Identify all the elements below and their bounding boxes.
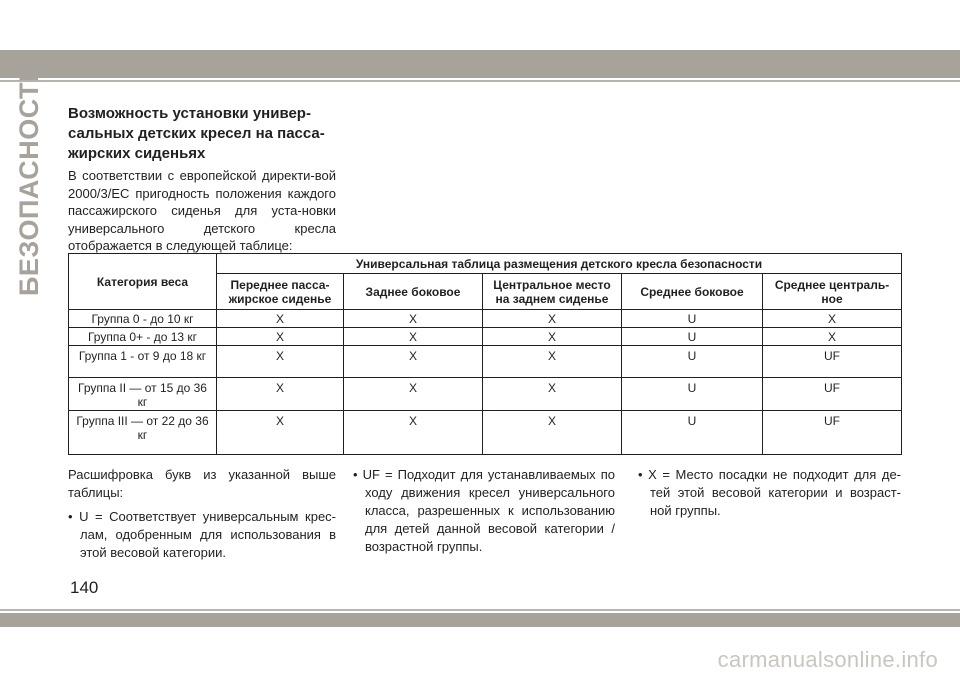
table-cell: U [622, 411, 763, 455]
table-cell: X [217, 378, 344, 411]
table-cell: X [344, 411, 483, 455]
header-band [0, 50, 960, 78]
weight-category-header: Категория веса [69, 254, 217, 310]
column-header: Переднее пасса-жирское сиденье [217, 274, 344, 310]
page-number: 140 [70, 578, 99, 597]
heading-line: Возможность установки универ- [68, 105, 311, 122]
column-header: Среднее централь-ное [763, 274, 902, 310]
legend-u: • U = Соответствует универсальным крес-лам, одобренным для использования в этой весовой категории. [68, 509, 336, 560]
legend-column-2 [353, 466, 615, 562]
section-title: БЕЗОПАСНОСТЬ [14, 62, 44, 296]
table-main-header: Универсальная таблица размещения детского кресла безопасности [217, 254, 902, 274]
legend-uf: • UF = Подходит для устанавливаемых по ходу движения кресел универсального класса, разрешенных к использованию для детей данной весовой категории / возрастной группы. [353, 467, 615, 554]
table-cell: UF [763, 346, 902, 378]
column-header: Заднее боковое [344, 274, 483, 310]
row-category: Группа II — от 15 до 36 кг [69, 378, 217, 411]
legend-intro: Расшифровка букв из указанной выше таблицы: [68, 467, 336, 500]
table-cell: X [217, 310, 344, 328]
heading-line: жирских сиденьях [68, 145, 206, 162]
table-cell: UF [763, 378, 902, 411]
table-cell: X [483, 378, 622, 411]
table-cell: X [217, 411, 344, 455]
table-cell: X [217, 346, 344, 378]
table-row [69, 411, 902, 455]
table-row [69, 328, 902, 346]
header-divider [0, 80, 960, 82]
row-category: Группа 1 - от 9 до 18 кг [69, 346, 217, 378]
heading-line: сальных детских кресел на пасса- [68, 125, 325, 142]
table-cell: X [483, 411, 622, 455]
table-cell: X [344, 378, 483, 411]
column-header: Центральное место на заднем сиденье [483, 274, 622, 310]
footer-divider [0, 609, 960, 611]
table-cell: X [344, 328, 483, 346]
table-row [69, 378, 902, 411]
table-cell: X [344, 346, 483, 378]
table-cell: X [483, 310, 622, 328]
table-cell: X [763, 328, 902, 346]
table-row [69, 346, 902, 378]
page-heading [68, 104, 338, 164]
table-cell: X [763, 310, 902, 328]
table-cell: U [622, 378, 763, 411]
table-cell: UF [763, 411, 902, 455]
table-cell: X [483, 346, 622, 378]
table-cell: X [217, 328, 344, 346]
watermark-text: carmanualsonline.info [717, 647, 938, 672]
child-seat-table [68, 253, 902, 455]
row-category: Группа III — от 22 до 36 кг [69, 411, 217, 455]
table-cell: U [622, 328, 763, 346]
column-header: Среднее боковое [622, 274, 763, 310]
legend-column-3 [638, 466, 901, 526]
table-cell: U [622, 310, 763, 328]
legend-column-1 [68, 466, 336, 568]
table-cell: U [622, 346, 763, 378]
row-category: Группа 0+ - до 13 кг [69, 328, 217, 346]
intro-paragraph: В соответствии с европейской директи-вой 2000/3/ЕС пригодность положения каждого пассажирского сиденья для уста-новки универсального детского кресла отображается в следующей таблице: [68, 168, 336, 253]
table-cell: X [483, 328, 622, 346]
table-cell: X [344, 310, 483, 328]
legend-x: • X = Место посадки не подходит для де-тей этой весовой категории и возраст-ной группы. [638, 467, 901, 518]
table-row [69, 310, 902, 328]
row-category: Группа 0 - до 10 кг [69, 310, 217, 328]
footer-band [0, 613, 960, 627]
